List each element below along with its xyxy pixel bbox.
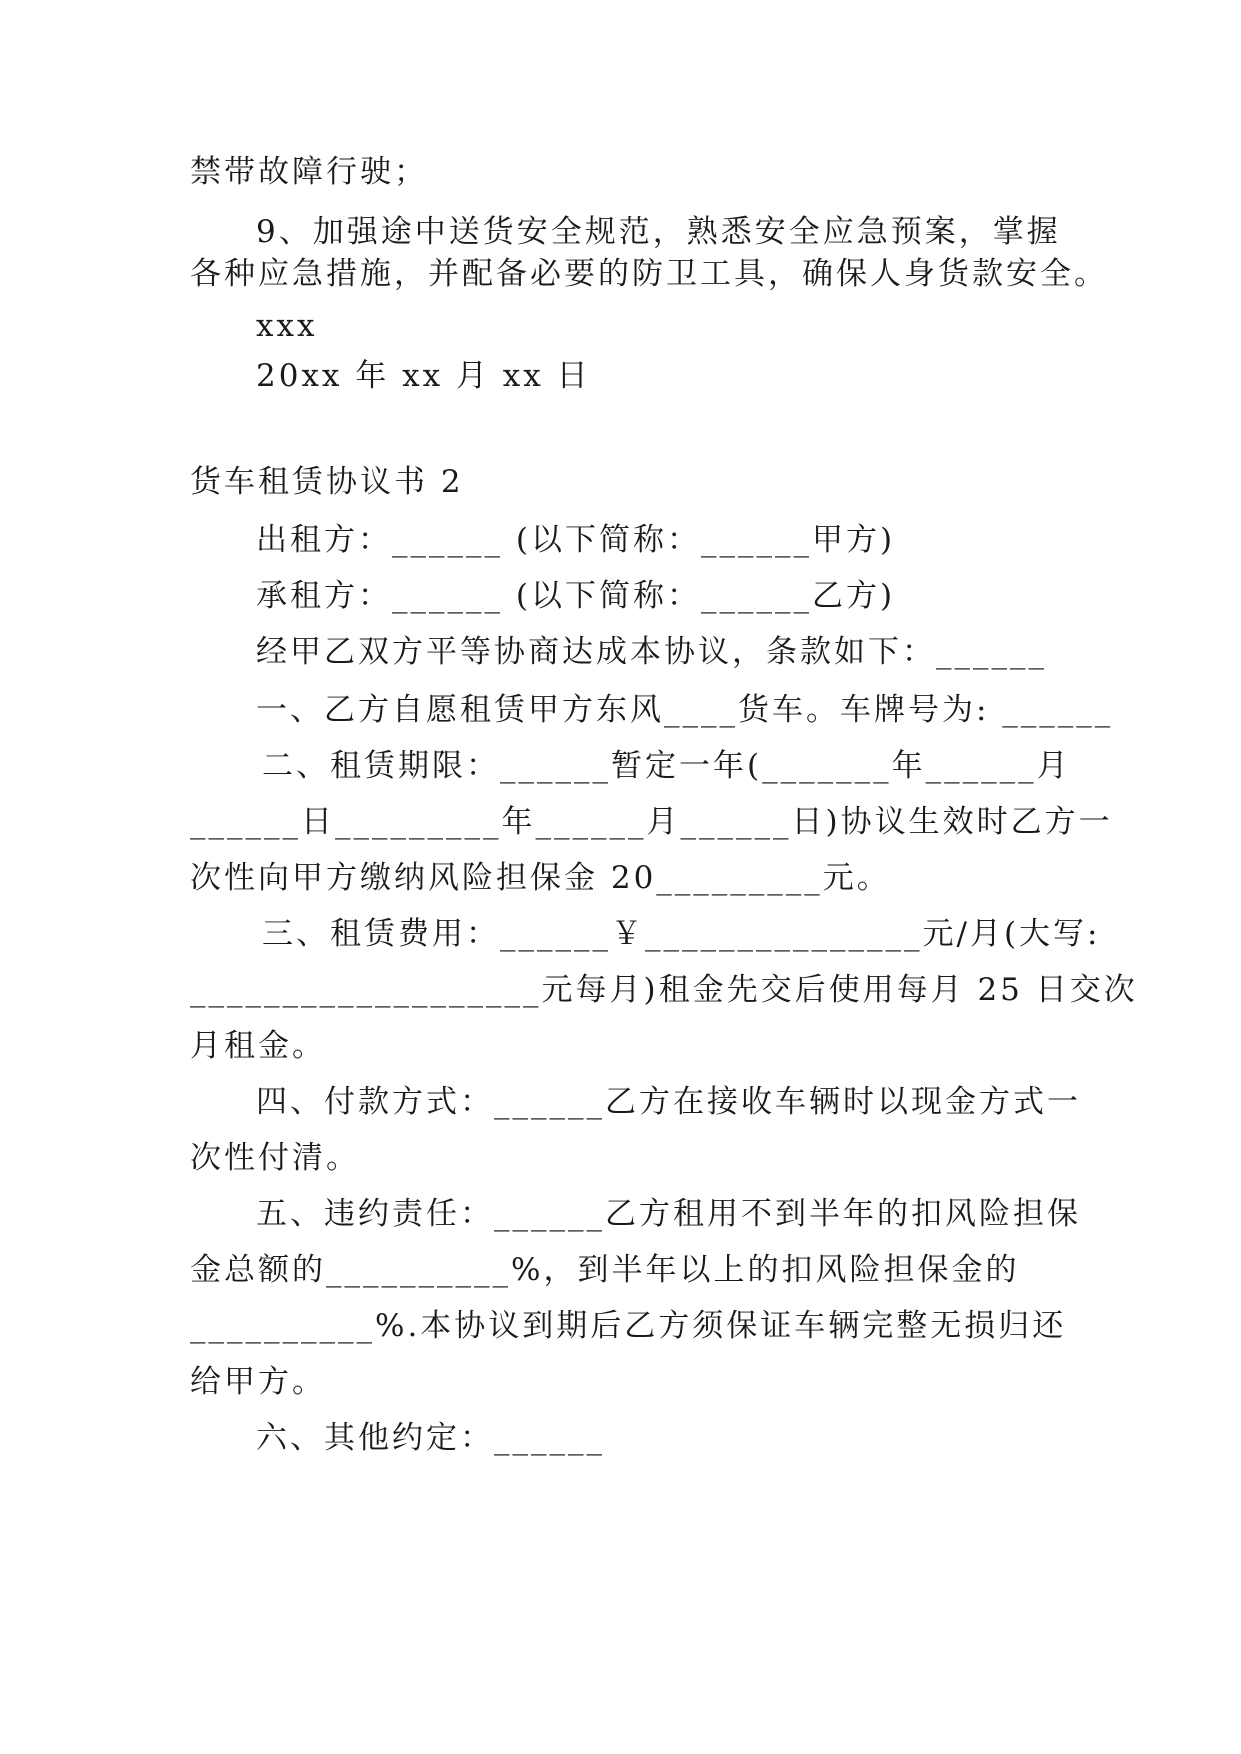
clause-5-line-4: 给甲方。 bbox=[190, 1364, 326, 1400]
signature-date: 20xx 年 xx 月 xx 日 bbox=[256, 358, 591, 394]
clause-2-line-1: 二、租赁期限：______暂定一年(_______年______月 bbox=[262, 748, 1071, 784]
item-9-line-2: 各种应急措施，并配备必要的防卫工具，确保人身货款安全。 bbox=[190, 256, 1108, 292]
text-line: 禁带故障行驶； bbox=[190, 154, 428, 190]
lessor-line: 出租方：______ (以下简称：______甲方) bbox=[256, 522, 896, 558]
clause-2-line-2: ______日_________年______月______日)协议生效时乙方一 bbox=[190, 804, 1113, 840]
lessee-line: 承租方：______ (以下简称：______乙方) bbox=[256, 578, 896, 614]
agreement-title: 货车租赁协议书 2 bbox=[190, 464, 464, 500]
clause-1: 一、乙方自愿租赁甲方东风____货车。车牌号为: ______ bbox=[256, 692, 1114, 728]
item-9-line-1: 9、加强途中送货安全规范，熟悉安全应急预案，掌握 bbox=[256, 214, 1061, 250]
clause-4-line-1: 四、付款方式：______乙方在接收车辆时以现金方式一 bbox=[256, 1084, 1081, 1120]
clause-5-line-1: 五、违约责任：______乙方租用不到半年的扣风险担保 bbox=[256, 1196, 1081, 1232]
clause-3-line-1: 三、租赁费用：______￥_______________元/月(大写: bbox=[262, 916, 1101, 952]
clause-6: 六、其他约定：______ bbox=[256, 1420, 605, 1456]
clause-2-line-3: 次性向甲方缴纳风险担保金 20_________元。 bbox=[190, 860, 891, 896]
clause-4-line-2: 次性付清。 bbox=[190, 1140, 360, 1176]
clause-3-line-3: 月租金。 bbox=[190, 1028, 326, 1064]
clause-5-line-3: __________%.本协议到期后乙方须保证车辆完整无损归还 bbox=[190, 1308, 1067, 1344]
clause-5-line-2: 金总额的__________%，到半年以上的扣风险担保金的 bbox=[190, 1252, 1020, 1288]
clause-3-line-2: ___________________元每月)租金先交后使用每月 25 日交次 bbox=[190, 972, 1138, 1008]
signer-name: xxx bbox=[256, 308, 318, 344]
intro-line: 经甲乙双方平等协商达成本协议，条款如下：______ bbox=[256, 634, 1047, 670]
